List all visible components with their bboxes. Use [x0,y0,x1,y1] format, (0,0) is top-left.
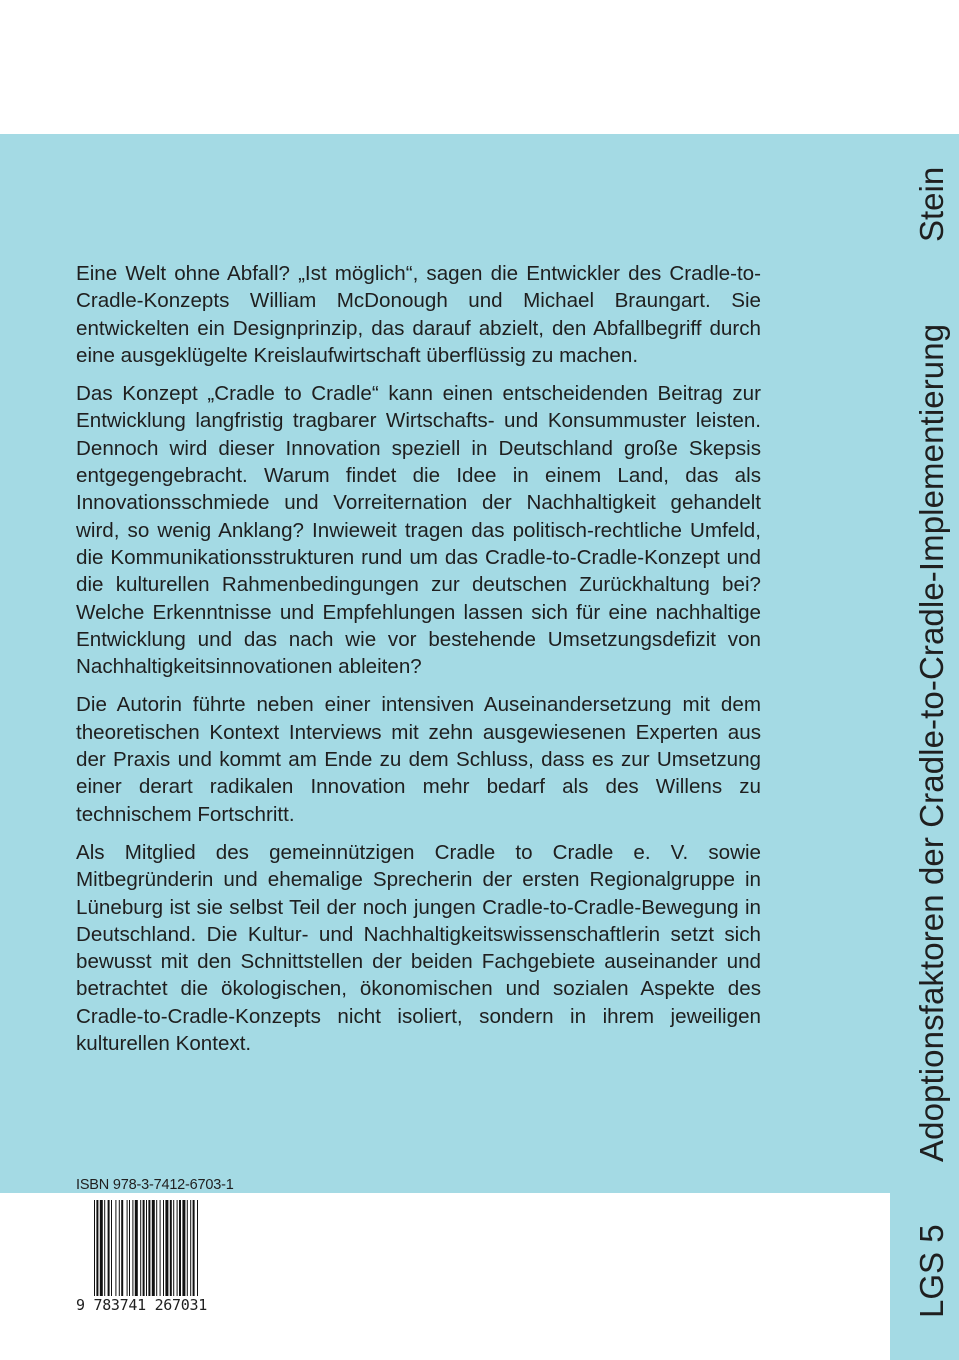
barcode-bar [177,1200,178,1298]
barcode-bar [119,1200,120,1298]
barcode-bar [163,1200,164,1298]
blurb-paragraph-4: Als Mitglied des gemeinnützigen Cradle to Cradle e. V. sowie Mitbegründerin und ehemalige Sprecherin der ersten Regionalgruppe in Lüneburg ist sie selbst Teil der noch jungen Cradle-to-Cradle-Bewegung in Deutschland. Die Kultur- und Nachhaltigkeitswissenschaftlerin setzt sich bewusst mit den Schnittstellen der beiden Fachgebiete auseinander und betrachtet die ökologischen, ökonomischen und sozialen Aspekte des Cradle-to-Cradle-Konzepts nicht isoliert, sondern in ihrem jeweiligen kulturellen Kontext. [76,840,761,1056]
barcode-bar [104,1200,105,1298]
blurb-paragraph-3: Die Autorin führte neben einer intensiven Auseinandersetzung mit dem theoretischen Kontext Interviews mit zehn ausgewiesenen Experten aus der Praxis und kommt am Ende zu dem Schluss, dass es zur Umsetzung einer derart radikalen Innovation mehr bedarf als des Willens zu technischem Fortschritt. [76,693,761,826]
barcode-bar [165,1200,168,1298]
barcode-bar [182,1200,185,1298]
barcode-bar [197,1200,198,1304]
barcode-bar [94,1200,95,1304]
barcode-bar [108,1200,110,1298]
barcode-bar [193,1200,195,1298]
barcode-bar [170,1200,172,1298]
barcode-bar [129,1200,130,1298]
barcode-bar [140,1200,141,1298]
barcode-bar [179,1200,181,1298]
spine-series: LGS 5 [913,1224,950,1318]
barcode-bar [100,1200,103,1298]
back-cover-blurb [76,260,761,1068]
barcode-bar [115,1200,116,1298]
barcode-bar [187,1200,188,1298]
spine-author: Stein [913,166,950,242]
barcode-bar [152,1200,155,1298]
spine-title: Adoptionsfaktoren der Cradle-to-Cradle-Implementierung [913,323,950,1162]
blurb-paragraph-1: Eine Welt ohne Abfall? „Ist möglich“, sagen die Entwickler des Cradle-to-Cradle-Konzepts William McDonough und Michael Braungart. Sie entwickelten ein Designprinzip, das darauf abzielt, den Abfallbegriff durch eine ausgeklügelte Kreislaufwirtschaft überflüssig zu machen. [76,262,761,367]
barcode-bar [111,1200,112,1298]
barcode-bar [190,1200,191,1298]
barcode-bar [148,1200,150,1298]
barcode-bar [143,1200,145,1298]
barcode-bar [135,1200,138,1298]
barcode-bar [132,1200,133,1298]
barcode-bar [146,1200,147,1304]
blurb-paragraph-2: Das Konzept „Cradle to Cradle“ kann einen entscheidenden Beitrag zur Entwicklung langfristig tragbarer Wirtschafts- und Konsummuster leisten. Dennoch wird dieser Innovation speziell in Deutschland große Skepsis entgegengebracht. Warum findet die Idee in einem Land, das als Innovationsschmiede und Vorreiternation der Nachhaltigkeit gehandelt wird, so wenig Anklang? Inwieweit tragen das politisch-rechtliche Umfeld, die Kommunikationsstrukturen rund um das Cradle-to-Cradle-Konzept und die kulturellen Rahmenbedingungen zur deutschen Zurückhaltung bei? Welche Erkenntnisse und Empfehlungen lassen sich für eine nachhaltige Entwicklung und das nach wie vor bestehende Umsetzungsdefizit von Nachhaltigkeitsinnovationen ableiten? [76,382,761,679]
isbn-label: ISBN 978-3-7412-6703-1 [76,1177,234,1193]
barcode-bar [127,1200,128,1298]
barcode-bar [173,1200,174,1298]
barcode-bar [160,1200,161,1298]
barcode-digits: 9 783741 267031 [76,1296,236,1314]
barcode-bar [121,1200,123,1298]
barcode-bar [96,1200,98,1304]
barcode-bar [156,1200,157,1298]
